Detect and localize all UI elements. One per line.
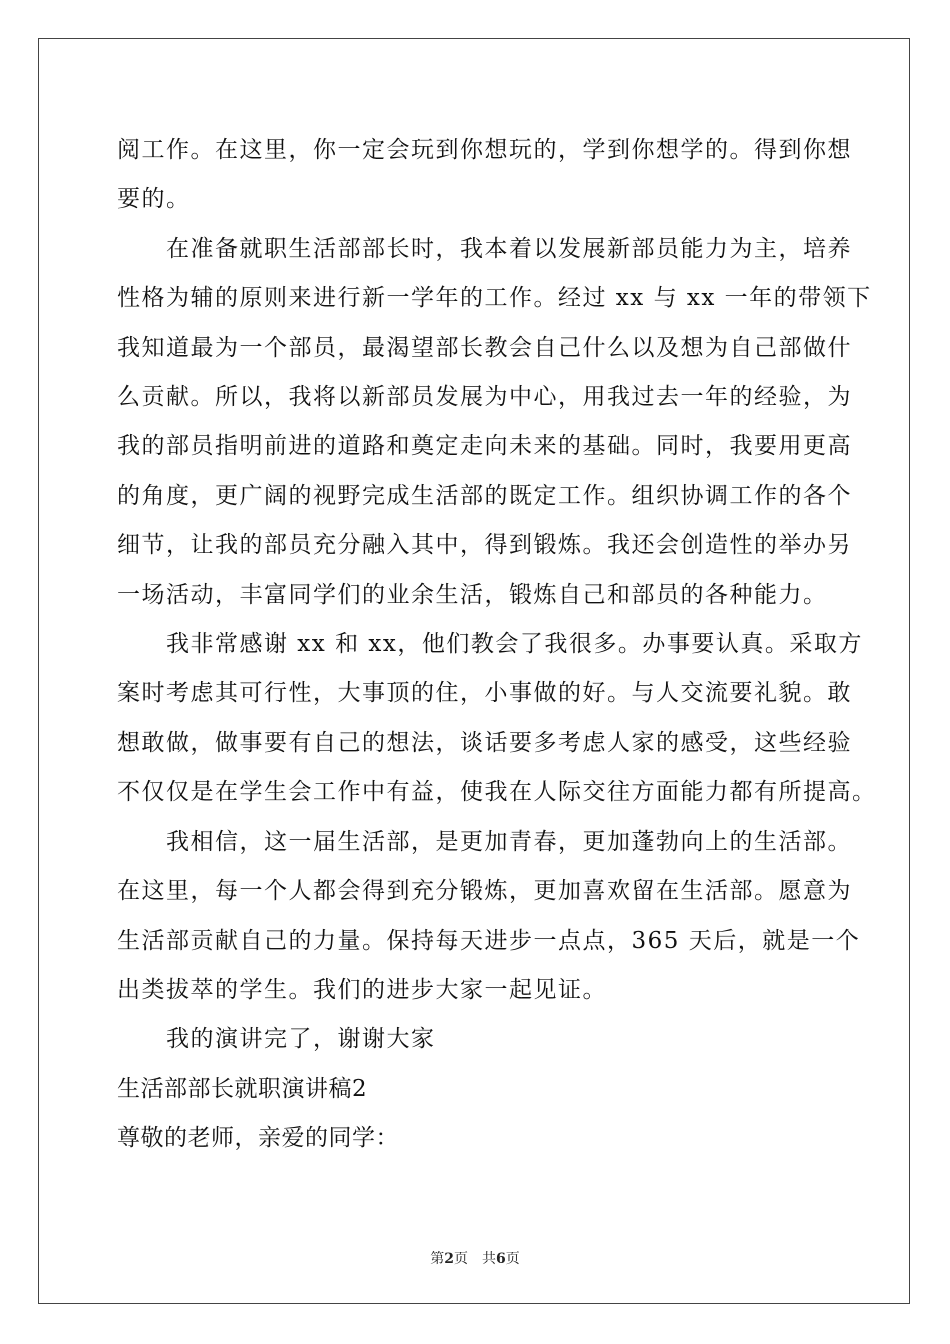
page-footer <box>0 1248 950 1268</box>
text-line: 一场活动，丰富同学们的业余生活，锻炼自己和部员的各种能力。 <box>117 581 828 608</box>
paragraph-plan <box>117 225 872 620</box>
text-line: 要的。 <box>117 186 191 213</box>
paragraph-belief <box>117 818 861 1016</box>
paragraph-thanks <box>117 620 877 818</box>
text-line: 在这里，每一个人都会得到充分锻炼，更加喜欢留在生活部。愿意为 <box>117 878 852 905</box>
section-title: 生活部部长就职演讲稿2 <box>117 1075 368 1102</box>
text-line: 我非常感谢 xx 和 xx，他们教会了我很多。办事要认真。采取方 <box>166 631 863 658</box>
text-line: 我的演讲完了，谢谢大家 <box>166 1026 436 1053</box>
page-label-suffix: 页 <box>454 1251 468 1267</box>
document-body <box>117 126 877 1164</box>
total-label-suffix: 页 <box>505 1251 520 1267</box>
paragraph-closing <box>117 1015 857 1064</box>
text-line: 我相信，这一届生活部，是更加青春，更加蓬勃向上的生活部。 <box>166 828 852 855</box>
text-line: 么贡献。所以，我将以新部员发展为中心，用我过去一年的经验，为 <box>117 384 852 411</box>
text-line: 案时考虑其可行性，大事顶的住，小事做的好。与人交流要礼貌。敢 <box>117 680 852 707</box>
total-label-prefix: 共 <box>482 1251 496 1267</box>
text-line: 在准备就职生活部部长时，我本着以发展新部员能力为主，培养 <box>166 235 852 262</box>
text-line: 的角度，更广阔的视野完成生活部的既定工作。组织协调工作的各个 <box>117 482 852 509</box>
text-line: 性格为辅的原则来进行新一学年的工作。经过 xx 与 xx 一年的带领下 <box>117 285 872 312</box>
text-line: 出类拔萃的学生。我们的进步大家一起见证。 <box>117 976 607 1003</box>
text-line: 阅工作。在这里，你一定会玩到你想玩的，学到你想学的。得到你想 <box>117 137 852 163</box>
text-line: 我知道最为一个部员，最渴望部长教会自己什么以及想为自己部做什 <box>117 334 852 361</box>
page-number: 2 <box>444 1251 454 1267</box>
salutation: 尊敬的老师，亲爱的同学： <box>117 1125 399 1152</box>
text-line: 想敢做，做事要有自己的想法，谈话要多考虑人家的感受，这些经验 <box>117 729 852 756</box>
text-line: 细节，让我的部员充分融入其中，得到锻炼。我还会创造性的举办另 <box>117 532 852 559</box>
paragraph-continuation <box>117 126 857 225</box>
total-pages: 6 <box>496 1251 506 1267</box>
text-line: 我的部员指明前进的道路和奠定走向未来的基础。同时，我要用更高 <box>117 433 852 460</box>
page-label-prefix: 第 <box>430 1251 445 1267</box>
text-line: 不仅仅是在学生会工作中有益，使我在人际交往方面能力都有所提高。 <box>117 779 877 806</box>
text-line: 生活部贡献自己的力量。保持每天进步一点点，365 天后，就是一个 <box>117 927 861 954</box>
